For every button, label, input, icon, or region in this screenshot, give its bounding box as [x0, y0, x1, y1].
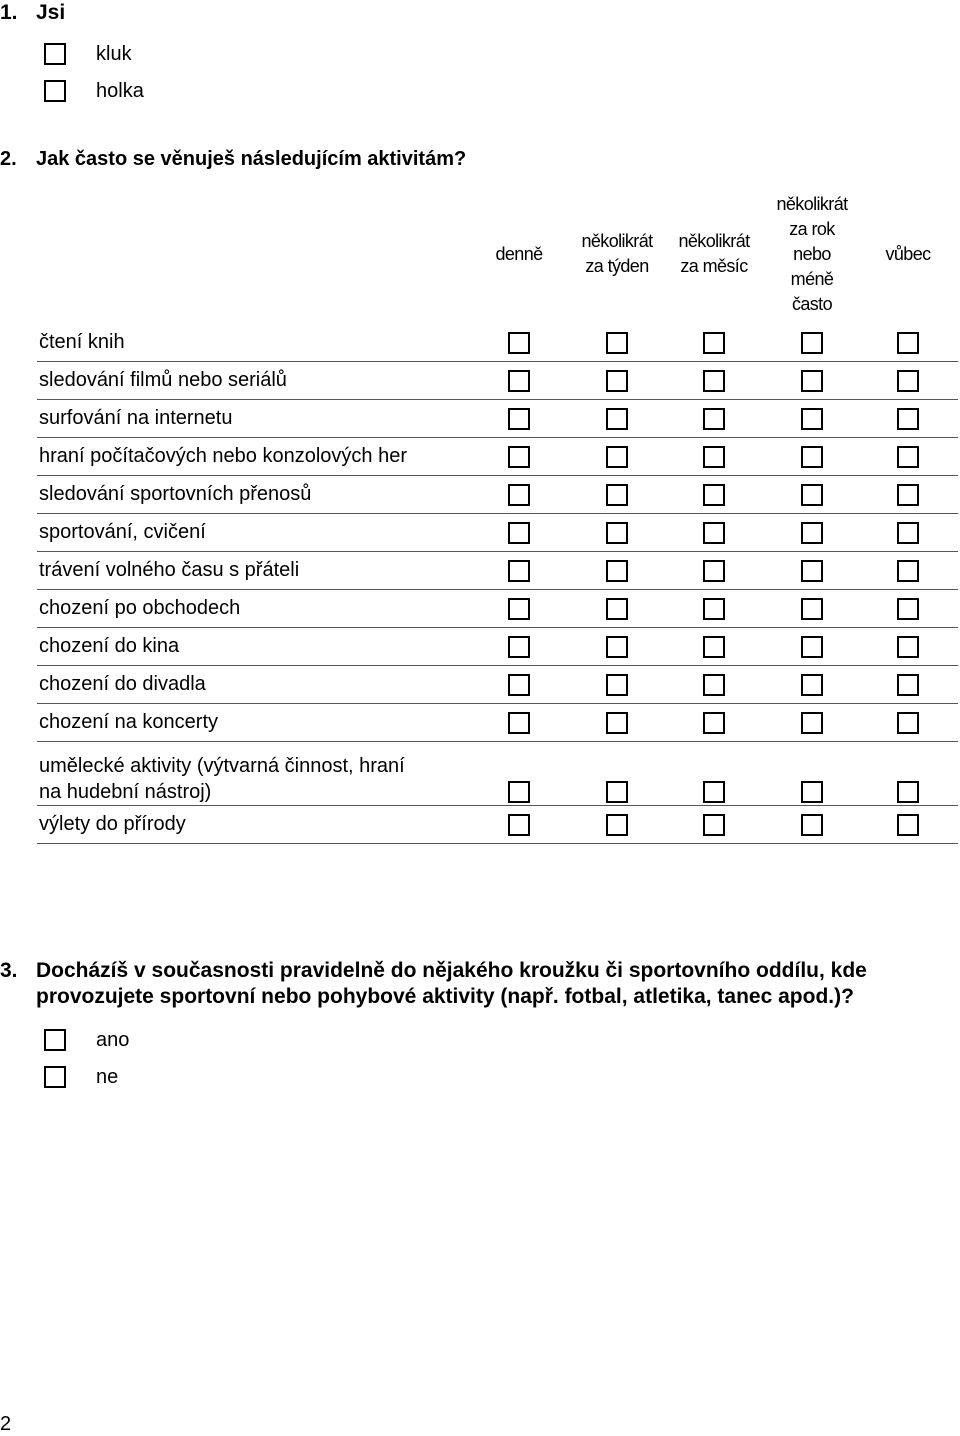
column-header-line: denně [495, 243, 543, 264]
frequency-checkbox[interactable] [897, 560, 919, 582]
frequency-checkbox[interactable] [801, 446, 823, 468]
frequency-checkbox[interactable] [703, 712, 725, 734]
frequency-checkbox[interactable] [508, 598, 530, 620]
activity-row [37, 704, 958, 742]
activity-row [37, 590, 958, 628]
frequency-checkbox[interactable] [703, 332, 725, 354]
frequency-checkbox[interactable] [606, 560, 628, 582]
frequency-checkbox[interactable] [703, 408, 725, 430]
column-header [567, 190, 667, 318]
frequency-checkbox[interactable] [606, 408, 628, 430]
frequency-checkbox[interactable] [897, 674, 919, 696]
checkbox-holka[interactable] [44, 80, 66, 102]
question-2-number: 2. [0, 148, 17, 170]
column-header-line: méně [790, 268, 834, 289]
activity-label-line: sledování filmů nebo seriálů [39, 369, 287, 391]
frequency-checkbox[interactable] [801, 598, 823, 620]
checkbox-ne[interactable] [44, 1066, 66, 1088]
question-1-text: Jsi [36, 1, 66, 24]
column-header [664, 190, 764, 318]
question-3-text-line-2: provozujete sportovní nebo pohybové aktivity (např. fotbal, atletika, tanec apod.)? [36, 985, 854, 1008]
frequency-checkbox[interactable] [508, 408, 530, 430]
option-label: ne [96, 1065, 119, 1088]
question-2-text: Jak často se věnuješ následujícím aktivitám? [36, 148, 467, 170]
frequency-checkbox[interactable] [606, 522, 628, 544]
question-1-number: 1. [0, 1, 18, 24]
frequency-checkbox[interactable] [801, 370, 823, 392]
frequency-checkbox[interactable] [703, 598, 725, 620]
frequency-checkbox[interactable] [703, 484, 725, 506]
activity-label [39, 367, 479, 393]
frequency-checkbox[interactable] [508, 370, 530, 392]
activity-label-line: trávení volného času s přáteli [39, 559, 300, 581]
frequency-checkbox[interactable] [606, 814, 628, 836]
activity-label-line: chození do kina [39, 635, 180, 657]
activity-label-line: umělecké aktivity (výtvarná činnost, hraní [39, 755, 405, 777]
activity-row [37, 628, 958, 666]
checkbox-ano[interactable] [44, 1029, 66, 1051]
activity-label [39, 443, 479, 469]
frequency-checkbox[interactable] [508, 446, 530, 468]
activity-label-line: chození po obchodech [39, 597, 241, 619]
frequency-checkbox[interactable] [508, 781, 530, 803]
column-header-line: často [791, 293, 832, 314]
activity-row [37, 324, 958, 362]
frequency-checkbox[interactable] [897, 781, 919, 803]
activity-label-line: čtení knih [39, 331, 125, 353]
frequency-checkbox[interactable] [703, 370, 725, 392]
activity-label [39, 633, 479, 659]
activity-row [37, 362, 958, 400]
frequency-checkbox[interactable] [703, 446, 725, 468]
activity-row [37, 514, 958, 552]
page-number: 2 [0, 1413, 12, 1435]
frequency-checkbox[interactable] [897, 598, 919, 620]
frequency-checkbox[interactable] [606, 446, 628, 468]
activity-row [37, 552, 958, 590]
activity-label-line: sledování sportovních přenosů [39, 483, 312, 505]
frequency-checkbox[interactable] [897, 332, 919, 354]
question-1-title [0, 0, 65, 26]
activity-label-line: na hudební nástroj) [39, 781, 212, 803]
frequency-checkbox[interactable] [897, 370, 919, 392]
frequency-checkbox[interactable] [897, 636, 919, 658]
column-header-line: za týden [585, 256, 649, 276]
frequency-checkbox[interactable] [897, 408, 919, 430]
activity-label [39, 557, 479, 583]
frequency-checkbox[interactable] [801, 636, 823, 658]
frequency-checkbox[interactable] [801, 484, 823, 506]
frequency-checkbox[interactable] [508, 636, 530, 658]
column-header-line: za rok [789, 218, 835, 239]
frequency-checkbox[interactable] [801, 560, 823, 582]
activity-label [39, 753, 479, 805]
option-kluk[interactable] [44, 41, 132, 67]
column-header [469, 190, 569, 318]
activity-row [37, 476, 958, 514]
column-header-line: několikrát [776, 193, 848, 214]
frequency-checkbox[interactable] [703, 814, 725, 836]
frequency-checkbox[interactable] [703, 674, 725, 696]
frequency-checkbox[interactable] [606, 781, 628, 803]
frequency-checkbox[interactable] [703, 560, 725, 582]
column-header-line: vůbec [885, 243, 931, 264]
frequency-checkbox[interactable] [801, 408, 823, 430]
activity-row [37, 742, 958, 806]
frequency-checkbox[interactable] [508, 674, 530, 696]
column-header-line: nebo [793, 243, 831, 264]
frequency-checkbox[interactable] [606, 712, 628, 734]
frequency-checkbox[interactable] [897, 712, 919, 734]
activity-label [39, 329, 479, 355]
frequency-checkbox[interactable] [606, 370, 628, 392]
activity-row [37, 438, 958, 476]
activity-label-line: surfování na internetu [39, 407, 233, 429]
frequency-checkbox[interactable] [508, 332, 530, 354]
activity-label [39, 811, 479, 837]
frequency-checkbox[interactable] [508, 712, 530, 734]
frequency-checkbox[interactable] [508, 484, 530, 506]
activity-row [37, 666, 958, 704]
option-label: kluk [96, 42, 132, 65]
frequency-checkbox[interactable] [897, 446, 919, 468]
activity-label-line: hraní počítačových nebo konzolových her [39, 445, 407, 467]
frequency-checkbox[interactable] [606, 636, 628, 658]
frequency-checkbox[interactable] [801, 332, 823, 354]
activity-label-line: sportování, cvičení [39, 521, 206, 543]
frequency-checkbox[interactable] [801, 781, 823, 803]
activity-label-line: chození na koncerty [39, 711, 218, 733]
frequency-checkbox[interactable] [703, 636, 725, 658]
activity-label [39, 519, 479, 545]
frequency-checkbox[interactable] [606, 674, 628, 696]
frequency-checkbox[interactable] [897, 522, 919, 544]
activity-label-line: výlety do přírody [39, 813, 186, 835]
frequency-checkbox[interactable] [508, 814, 530, 836]
option-label: ano [96, 1028, 130, 1051]
frequency-checkbox[interactable] [508, 560, 530, 582]
option-ano[interactable] [44, 1027, 129, 1053]
question-3-number: 3. [0, 959, 18, 982]
frequency-checkbox[interactable] [801, 814, 823, 836]
checkbox-kluk[interactable] [44, 43, 66, 65]
activity-label [39, 671, 479, 697]
frequency-checkbox[interactable] [703, 522, 725, 544]
column-header-line: několikrát [581, 231, 653, 251]
frequency-checkbox[interactable] [606, 332, 628, 354]
activity-label [39, 481, 479, 507]
frequency-checkbox[interactable] [508, 522, 530, 544]
frequency-checkbox[interactable] [801, 712, 823, 734]
activity-label-line: chození do divadla [39, 673, 206, 695]
question-2-title [0, 146, 466, 172]
frequency-checkbox[interactable] [801, 522, 823, 544]
activity-label [39, 709, 479, 735]
column-header-line: několikrát [678, 231, 750, 251]
frequency-checkbox[interactable] [703, 781, 725, 803]
activity-row [37, 400, 958, 438]
column-header [762, 190, 862, 318]
frequency-checkbox[interactable] [897, 814, 919, 836]
option-ne[interactable] [44, 1064, 118, 1090]
column-header [858, 190, 958, 318]
activity-label [39, 405, 479, 431]
question-3-text-line-1: Docházíš v současnosti pravidelně do nějakého kroužku či sportovního oddílu, kde [36, 959, 867, 982]
frequency-checkbox[interactable] [606, 484, 628, 506]
frequency-checkbox[interactable] [606, 598, 628, 620]
option-label: holka [96, 79, 144, 102]
frequency-checkbox[interactable] [801, 674, 823, 696]
frequency-checkbox[interactable] [897, 484, 919, 506]
column-header-line: za měsíc [680, 256, 748, 276]
activity-row [37, 806, 958, 844]
activity-label [39, 595, 479, 621]
question-3-title [0, 958, 867, 1010]
option-holka[interactable] [44, 78, 144, 104]
